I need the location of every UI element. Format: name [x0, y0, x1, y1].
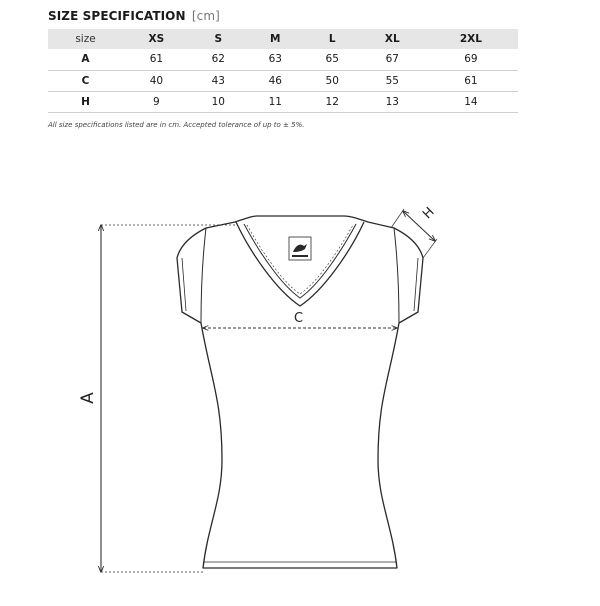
v-neck-outer — [236, 222, 364, 306]
table-cell: 67 — [385, 53, 399, 66]
heading-title: SIZE SPECIFICATION — [48, 9, 186, 23]
table-cell: 43 — [211, 74, 225, 87]
size-2xl-header: 2XL — [459, 33, 482, 45]
dimension-h-guide-bottom — [423, 239, 437, 258]
table-cell: 55 — [385, 74, 399, 87]
right-sleeve-seam — [394, 228, 399, 323]
tolerance-note: All size specifications listed are in cm. Accepted tolerance of up to ± 5%. — [48, 121, 305, 129]
table-cell: 61 — [464, 74, 478, 87]
table-cell: 10 — [211, 95, 225, 108]
size-m-header: M — [270, 33, 281, 45]
size-s-header: S — [214, 33, 223, 45]
row-label-h: H — [81, 95, 90, 108]
dimension-c-label: C — [294, 311, 304, 326]
table-cell: 12 — [325, 95, 339, 108]
v-neck-inner — [244, 224, 356, 298]
table-cell: 13 — [385, 95, 399, 108]
dimension-h-label: H — [420, 204, 438, 223]
size-xl-header: XL — [384, 33, 400, 45]
heading-unit: [cm] — [191, 9, 220, 23]
bird-logo-icon — [289, 237, 311, 260]
dimension-h-guide-top — [391, 209, 404, 228]
left-sleeve-seam — [201, 228, 206, 323]
row-label-c: C — [81, 74, 90, 87]
size-xs-header: XS — [148, 33, 165, 45]
table-cell: 65 — [325, 53, 339, 66]
table-cell: 61 — [149, 53, 164, 66]
left-sleeve-hem — [182, 258, 186, 311]
table-cell: 14 — [464, 95, 478, 108]
size-header-label: size — [75, 33, 96, 45]
tshirt-outline — [177, 216, 423, 568]
table-cell: 9 — [153, 95, 160, 108]
table-cell: 11 — [268, 95, 282, 108]
table-cell: 69 — [464, 53, 478, 66]
table-cell: 62 — [211, 53, 225, 66]
size-l-header: L — [328, 33, 336, 45]
table-cell: 40 — [149, 74, 164, 87]
table-cell: 46 — [268, 74, 282, 87]
table-cell: 50 — [325, 74, 339, 87]
dimension-a-label: A — [77, 392, 98, 404]
table-cell: 63 — [268, 53, 282, 66]
row-label-a: A — [81, 53, 90, 66]
right-sleeve-hem — [414, 258, 418, 311]
